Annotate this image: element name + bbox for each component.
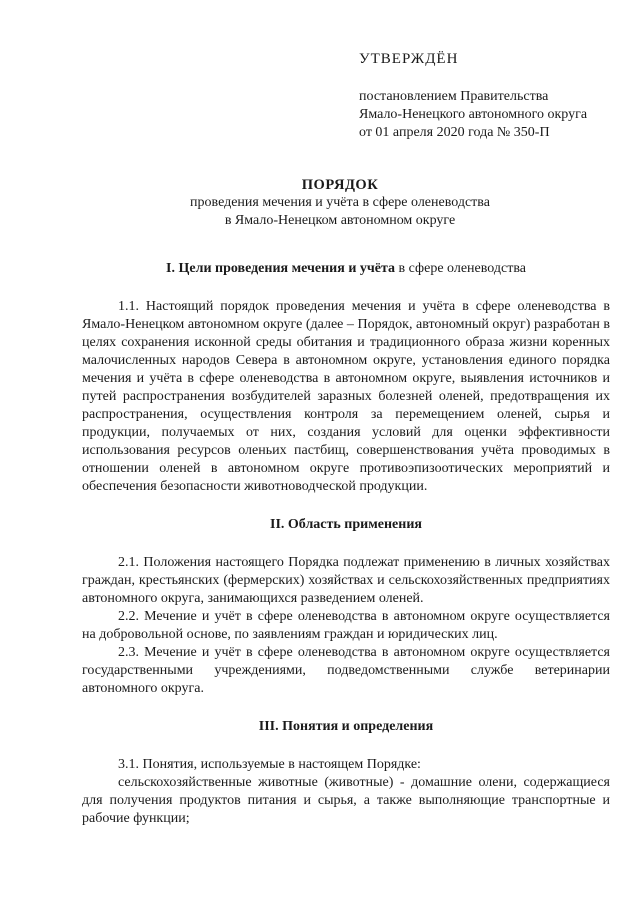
document-title-block bbox=[60, 176, 620, 230]
paragraph-2-1: 2.1. Положения настоящего Порядка подлежат применению в личных хозяйствах граждан, крестьянских (фермерских) хозяйствах и сельскохозяйственных предприятиях автономного округа, занимающихся разведением оленей. bbox=[82, 555, 610, 606]
definition-livestock: сельскохозяйственные животные (животные) - домашние олени, содержащиеся для получения продуктов питания и сырья, а также выполняющие транспортные и рабочие функции; bbox=[82, 775, 610, 826]
approval-heading: УТВЕРЖДЁН bbox=[359, 51, 459, 67]
approval-line-1: постановлением Правительства bbox=[359, 89, 549, 104]
approval-line-3: от 01 апреля 2020 года № 350-П bbox=[359, 125, 550, 140]
paragraph-2-3: 2.3. Мечение и учёт в сфере оленеводства в автономном округе осуществляется государственными учреждениями, подведомственными службе ветеринарии автономного округа. bbox=[82, 645, 610, 696]
approval-line-2: Ямало-Ненецкого автономного округа bbox=[359, 107, 588, 122]
paragraph-3-1: 3.1. Понятия, используемые в настоящем Порядке: bbox=[118, 757, 421, 772]
document-title: ПОРЯДОК bbox=[301, 177, 379, 193]
section-1-heading-bold: I. Цели проведения мечения и учёта bbox=[166, 261, 396, 276]
document-subtitle-2: в Ямало-Ненецком автономном округе bbox=[224, 213, 456, 228]
section-3-heading: III. Понятия и определения bbox=[258, 719, 434, 734]
document-body bbox=[82, 260, 610, 828]
section-1-heading-rest: в сфере оленеводства bbox=[395, 261, 526, 276]
paragraph-1-1: 1.1. Настоящий порядок проведения мечения и учёта в сфере оленеводства в Ямало-Ненецком автономном округе (далее – Порядок, автономный округ) разработан в целях сохранения исконной среды обитания и традиционного образа жизни коренных малочисленных народов Севера в автономном округе, установления единого порядка мечения и учёта в сфере оленеводства в автономном округе, выявления источников и путей распространения возбудителей заразных болезней оленей, предотвращения их распространения, осуществления контроля за перемещением оленей, сырья и продукции, получаемых от них, создания условий для оценки эффективности использования ресурсов оленьих пастбищ, совершенствования учёта проводимых в отношении оленей в автономном округе противоэпизоотических мероприятий и обеспечения безопасности животноводческой продукции. bbox=[82, 299, 610, 494]
approval-block bbox=[359, 50, 619, 142]
document-subtitle-1: проведения мечения и учёта в сфере оленеводства bbox=[190, 195, 490, 210]
section-2-heading: II. Область применения bbox=[270, 517, 422, 532]
paragraph-2-2: 2.2. Мечение и учёт в сфере оленеводства в автономном округе осуществляется на добровольной основе, по заявлениям граждан и юридических лиц. bbox=[82, 609, 610, 642]
section-1-heading bbox=[82, 260, 610, 278]
